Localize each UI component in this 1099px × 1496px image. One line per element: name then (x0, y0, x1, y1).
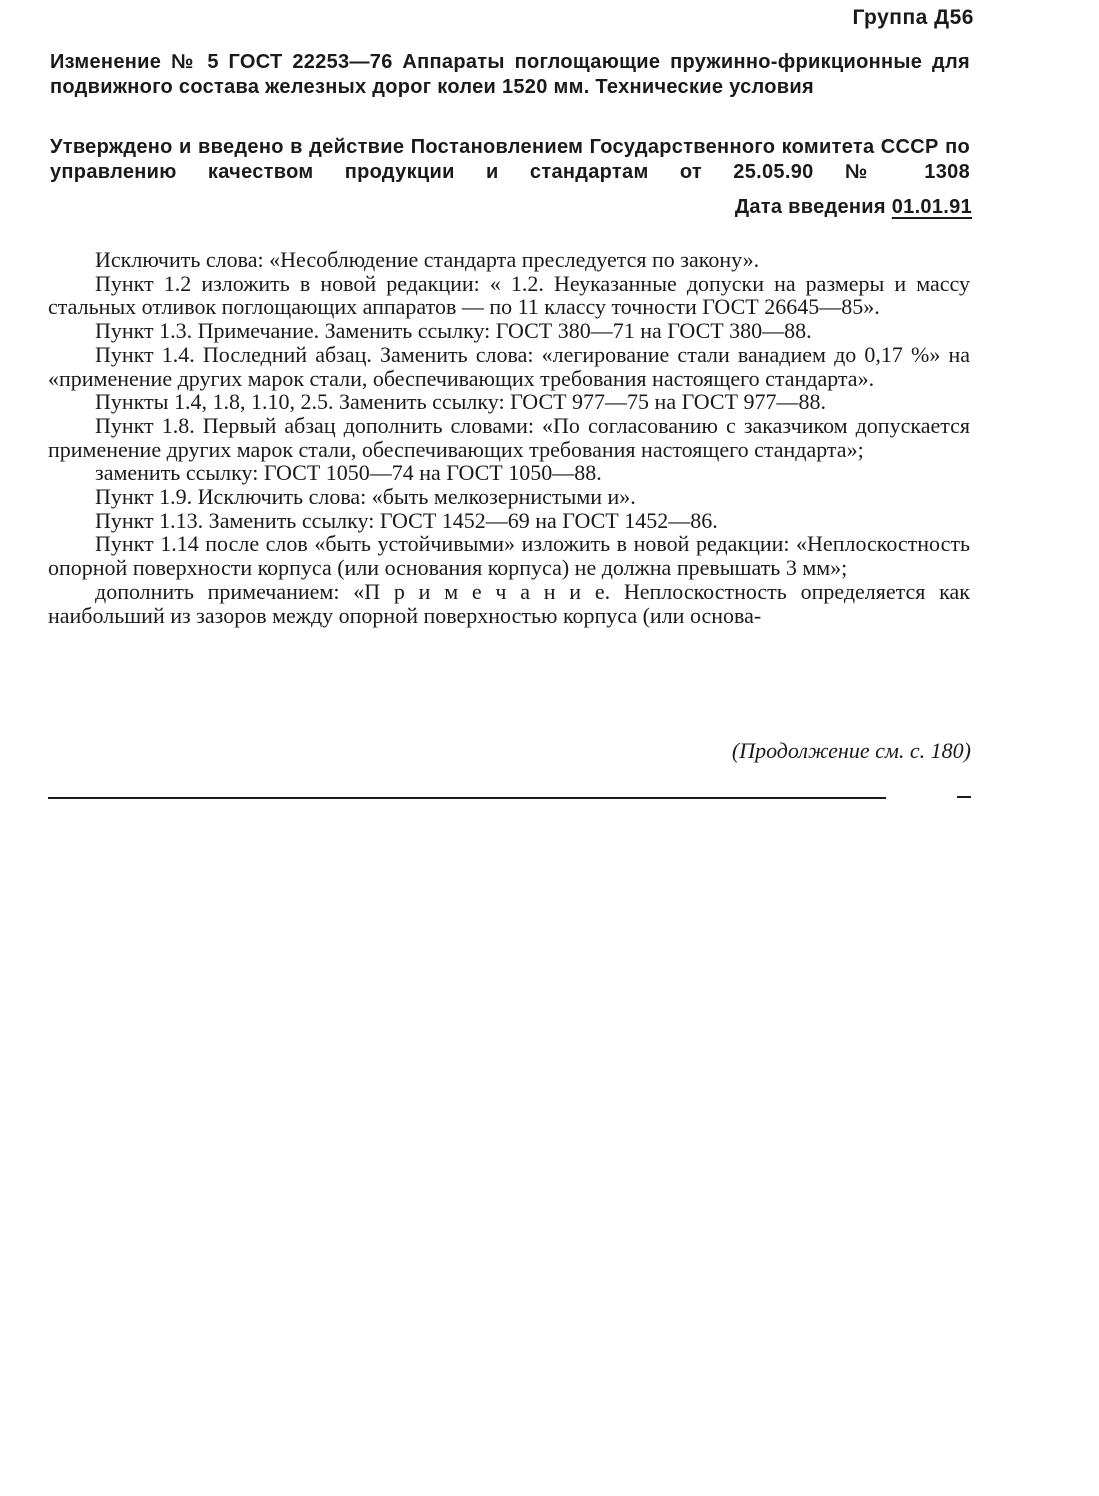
amendment-body (48, 248, 970, 627)
paragraph: Пункт 1.3. Примечание. Заменить ссылку: ГОСТ 380—71 на ГОСТ 380—88. (95, 318, 812, 344)
continuation-note: (Продолжение см. с. 180) (731, 738, 971, 763)
intro-date-label: Дата введения (734, 196, 886, 218)
paragraph: Пункт 1.9. Исключить слова: «быть мелкозернистыми и». (95, 484, 636, 510)
divider-line (48, 797, 886, 799)
approval-statement: Утверждено и введено в действие Постановлением Государственного комитета СССР по управлению качеством продукции и стандартам от 25.05.90 № 1308 (50, 136, 970, 183)
paragraph: заменить ссылку: ГОСТ 1050—74 на ГОСТ 1050—88. (95, 460, 602, 486)
group-label: Группа Д56 (852, 6, 974, 29)
paragraph: Исключить слова: «Несоблюдение стандарта преследуется по закону». (95, 247, 760, 272)
intro-date (735, 196, 972, 219)
paragraph: Пункт 1.2 изложить в новой редакции: « 1.2. Неуказанные допуски на размеры и массу стальных отливок поглощающих аппаратов — по 11 классу точности ГОСТ 26645—85». (48, 270, 970, 320)
paragraph: Пункт 1.14 после слов «быть устойчивыми» изложить в новой редакции: «Неплоскостность опорной поверхности корпуса (или основания корпуса) не должна превышать 3 мм»; (48, 531, 970, 581)
paragraph: Пункт 1.13. Заменить ссылку: ГОСТ 1452—69 на ГОСТ 1452—86. (95, 507, 718, 533)
divider-dash (957, 796, 971, 798)
paragraph: Пункт 1.8. Первый абзац дополнить словами: «По согласованию с заказчиком допускается применение других марок стали, обеспечивающих требования настоящего стандарта»; (48, 412, 970, 462)
paragraph: дополнить примечанием: «П р и м е ч а н и е. Неплоскостность определяется как наибольший из зазоров между опорной поверхностью корпуса (или основа- (48, 578, 970, 628)
document-title: Изменение № 5 ГОСТ 22253—76 Аппараты поглощающие пружинно-фрикционные для подвижного состава железных дорог колеи 1520 мм. Технические условия (50, 51, 970, 98)
paragraph: Пункт 1.4. Последний абзац. Заменить слова: «легирование стали ванадием до 0,17 %» на «применение других марок стали, обеспечивающих требования настоящего стандарта». (48, 341, 970, 391)
paragraph: Пункты 1.4, 1.8, 1.10, 2.5. Заменить ссылку: ГОСТ 977—75 на ГОСТ 977—88. (95, 389, 827, 415)
intro-date-value: 01.01.91 (891, 196, 972, 218)
